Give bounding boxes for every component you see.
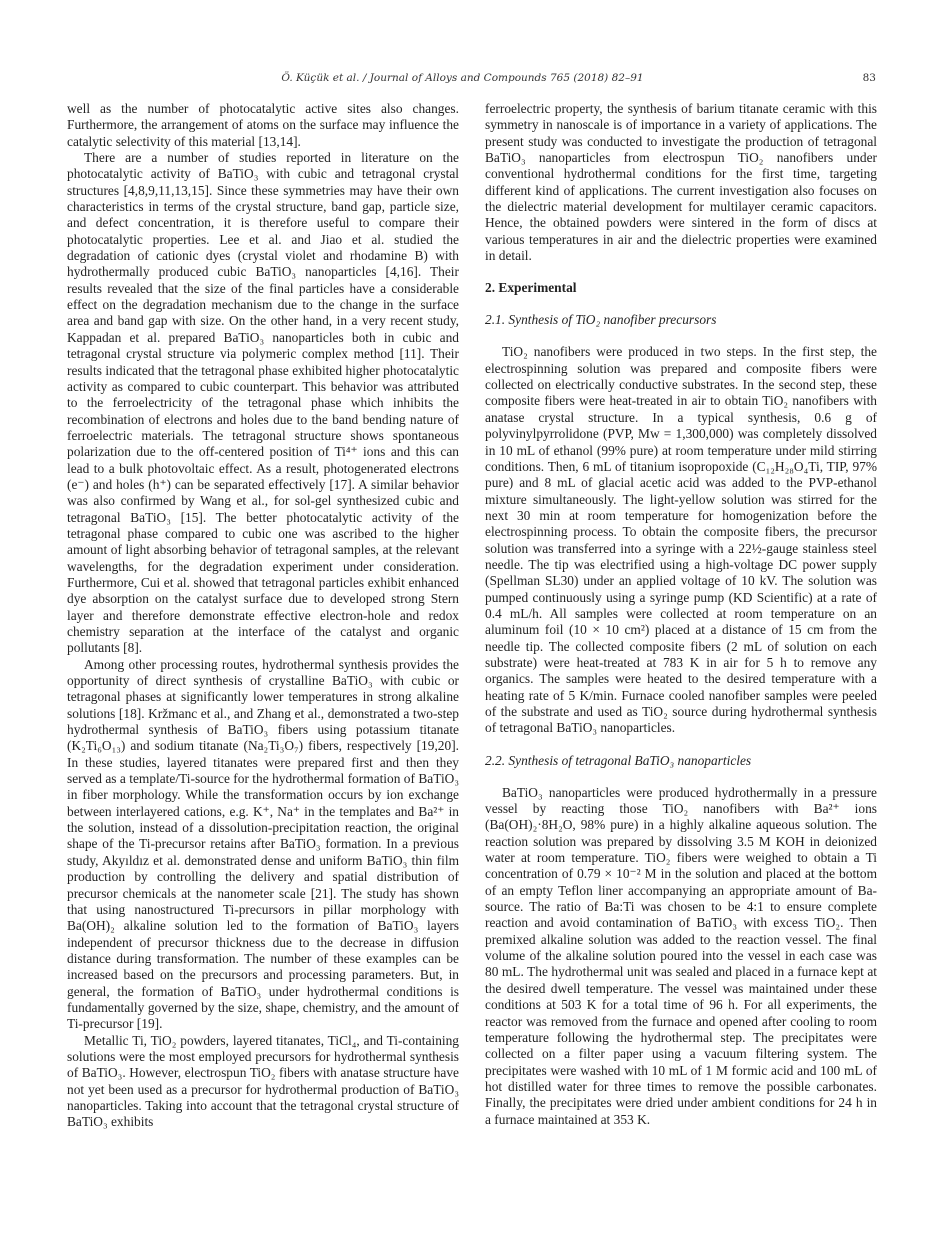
paragraph: Among other processing routes, hydrothermal synthesis provides the opportunity of direct synthesis of crystalline BaTiO₃ with cubic or tetragonal phases at significantly lower temperatures in strong alkaline solutions [18]. Kržmanc et al., and Zhang et al., demonstrated a two-step hydrothermal synthesis of BaTiO₃ fibers using potassium titanate (K₂Ti₆O₁₃) and sodium titanate (Na₂Ti₃O₇) fibers, respectively [19,20]. In these studies, layered titanates were prepared first and then they served as a template/Ti-source for the hydrothermal formation of BaTiO₃ in fiber morphology. While the transformation occurs by ion exchange between interlayered cations, e.g. K⁺, Na⁺ in the templates and Ba²⁺ in the solution, instead of a dissolution-precipitation reaction, the original shape of the Ti-precursor retains after BaTiO₃ formation. In a previous study, Akyıldız et al. demonstrated dense and uniform BaTiO₃ thin film production by controlling the delivery and spatial distribution of precursor chemicals at the nanometer scale [21]. The study has shown that using nanostructured Ti-precursors in pillar morphology with Ba(OH)₂ alkaline solution led to the formation of BaTiO₃ layers independent of precursor thickness due to the decrease in diffusion distance during transformation. The number of these examples can be increased based on the precursors and processing parameters. But, in general, the formation of BaTiO₃ under hydrothermal conditions is fundamentally governed by the size, shape, chemistry, and the amount of Ti-precursor [19]. — [67, 656, 459, 1032]
subsection-heading-nanofiber: 2.1. Synthesis of TiO₂ nanofiber precursors — [485, 312, 717, 328]
running-title: Ö. Küçük et al. / Journal of Alloys and Compounds 765 (2018) 82–91 — [281, 72, 644, 84]
page-number: 83 — [862, 72, 876, 84]
paragraph: Metallic Ti, TiO₂ powders, layered titanates, TiCl₄, and Ti-containing solutions were the most employed precursors for hydrothermal synthesis of BaTiO₃. However, electrospun TiO₂ fibers with anatase structure have not yet been used as a precursor for hydrothermal production of BaTiO₃ nanoparticles. Taking into account that the tetragonal crystal structure of BaTiO₃ exhibits — [67, 1032, 459, 1130]
spacer — [485, 737, 877, 753]
paragraph: There are a number of studies reported in literature on the photocatalytic activity of BaTiO₃ with cubic and tetragonal crystal structures [4,8,9,11,13,15]. Since these symmetries may have their own characteristics in terms of the crystal structure, band gap, particle size, and defect concentration, it is therefore useful to compare their photocatalytic properties. Lee et al. and Jiao et al. studied the degradation of cationic dyes (crystal violet and rhodamine B) with hydrothermally produced cubic BaTiO₃ nanoparticles [4,16]. Their results revealed that the size of the final particles have a considerable effect on the degradation mechanism due to the change in the surface area and band gap with size. On the other hand, in a very recent study, Kappadan et al. prepared BaTiO₃ nanoparticles both in cubic and tetragonal crystal structure via polymeric complex method [11]. Their results indicated that the tetragonal phase exhibited higher photocatalytic activity as compared to cubic counterpart. This behavior was attributed to the ferroelectricity of the tetragonal phase which inhibits the recombination of electrons and holes due to the band bending nature of ferroelectric materials. The tetragonal structure shows spontaneous polarization due to the off-centered position of Ti⁴⁺ ions and this can lead to a bulk photovoltaic effect. As a result, photogenerated electrons (e⁻) and holes (h⁺) can be separated effectively [17]. A similar behavior was also confirmed by Wang et al., for sol-gel synthesized cubic and tetragonal BaTiO₃ [15]. The better photocatalytic activity of the tetragonal phase compared to cubic one was ascribed to the higher amount of light absorbing behavior of tetragonal samples, at the relevant wavelengths, for the degradation experiment under consideration. Furthermore, Cui et al. showed that tetragonal particles exhibit enhanced dye absorption on the catalyst surface due to developed strong Stern layer and therefore demonstrate effective electron-hole and redox chemistry separation at the interface of the catalyst and organic pollutants [8]. — [67, 150, 459, 656]
paragraph: TiO₂ nanofibers were produced in two steps. In the first step, the electrospinning solution was prepared and composite fibers were collected on electrically conductive substrates. In the second step, these composite fibers were heat-treated in air to obtain TiO₂ nanofibers with anatase crystal structure. In a typical synthesis, 0.6 g of polyvinylpyrrolidone (PVP, Mw = 1,300,000) was completely dissolved in 10 mL of ethanol (99% pure) at room temperature under mild stirring conditions. Then, 6 mL of titanium isopropoxide (C₁₂H₂₈O₄Ti, TIP, 97% pure) and 8 mL of glacial acetic acid was added to the PVP-ethanol mixture simultaneously. The light-yellow solution was stirred for the next 30 min at room temperature for homogenization before the electrospinning process. To obtain the composite fibers, the precursor solution was transferred into a syringe with a 22½-gauge stainless steel needle. The tip was electrified using a high-voltage DC power supply (Spellman SL30) under an applied voltage of 10 kV. The solution was pumped continuously using a syringe pump (KD Scientific) at a rate of 0.4 mL/h. All samples were collected at room temperature on an aluminum foil (10 × 10 cm²) placed at a distance of 15 cm from the needle tip. The collected composite fibers (2 mL of solution on each substrate) were heat-treated at 783 K in air for 5 h to remove any organics. The samples were heated to the desired temperature with a heating rate of 5 K/min. Furnace cooled nanofiber samples were peeled of the substrate and used as TiO₂ source during hydrothermal synthesis of tetragonal BaTiO₃ nanoparticles. — [485, 344, 877, 736]
running-header — [0, 72, 925, 88]
section-heading-experimental: 2. Experimental — [485, 280, 577, 296]
subsection-heading-batio3: 2.2. Synthesis of tetragonal BaTiO₃ nanoparticles — [485, 752, 752, 768]
paragraph: BaTiO₃ nanoparticles were produced hydrothermally in a pressure vessel by reacting those TiO₂ nanofibers with Ba²⁺ ions (Ba(OH)₂·8H₂O, 98% pure) in a highly alkaline aqueous solution. The reaction solution was prepared by dissolving 3.5 M KOH in deionized water at room temperature. TiO₂ fibers were weighed to obtain a Ti concentration of 0.79 × 10⁻² M in the solution and placed at the bottom of an empty Teflon liner accompanying an appropriate amount of Ba-source. The ratio of Ba:Ti was chosen to be 4:1 to ensure complete reaction and avoid contamination of BaTiO₃ with excess TiO₂. Then premixed alkaline solution was added to the reaction vessel. The final volume of the alkaline solution poured into the vessel in each case was 80 mL. The hydrothermal unit was sealed and placed in a furnace kept at the desired dwell temperature. The vessel was maintained under these conditions at 503 K for a total time of 96 h. For all experiments, the reactor was removed from the furnace and opened after cooling to room temperature following the hydrothermal step. The precipitates were collected on a filter paper using a vacuum filtering system. The precipitates were washed with 10 mL of 1 M formic acid and 100 mL of hot distilled water for three times to remove the possible carbonates. Finally, the precipitates were dried under ambient conditions for 24 h in a furnace maintained at 353 K. — [485, 784, 877, 1127]
right-column — [485, 101, 877, 1128]
paragraph: ferroelectric property, the synthesis of barium titanate ceramic with this symmetry in nanoscale is of importance in a variety of applications. The present study was conducted to investigate the production of tetragonal BaTiO₃ nanoparticles from electrospun TiO₂ nanofibers under conventional hydrothermal conditions for the first time, targeting different kind of applications. The current investigation also focuses on the dielectric material development for multilayer ceramic capacitors. Hence, the obtained powders were sintered in the form of discs at various temperatures in air and the dielectric properties were examined in detail. — [485, 101, 877, 264]
left-column — [67, 101, 459, 1131]
paragraph: well as the number of photocatalytic active sites also changes. Furthermore, the arrangement of atoms on the surface may influence the catalytic selectivity of this material [13,14]. — [67, 101, 459, 149]
